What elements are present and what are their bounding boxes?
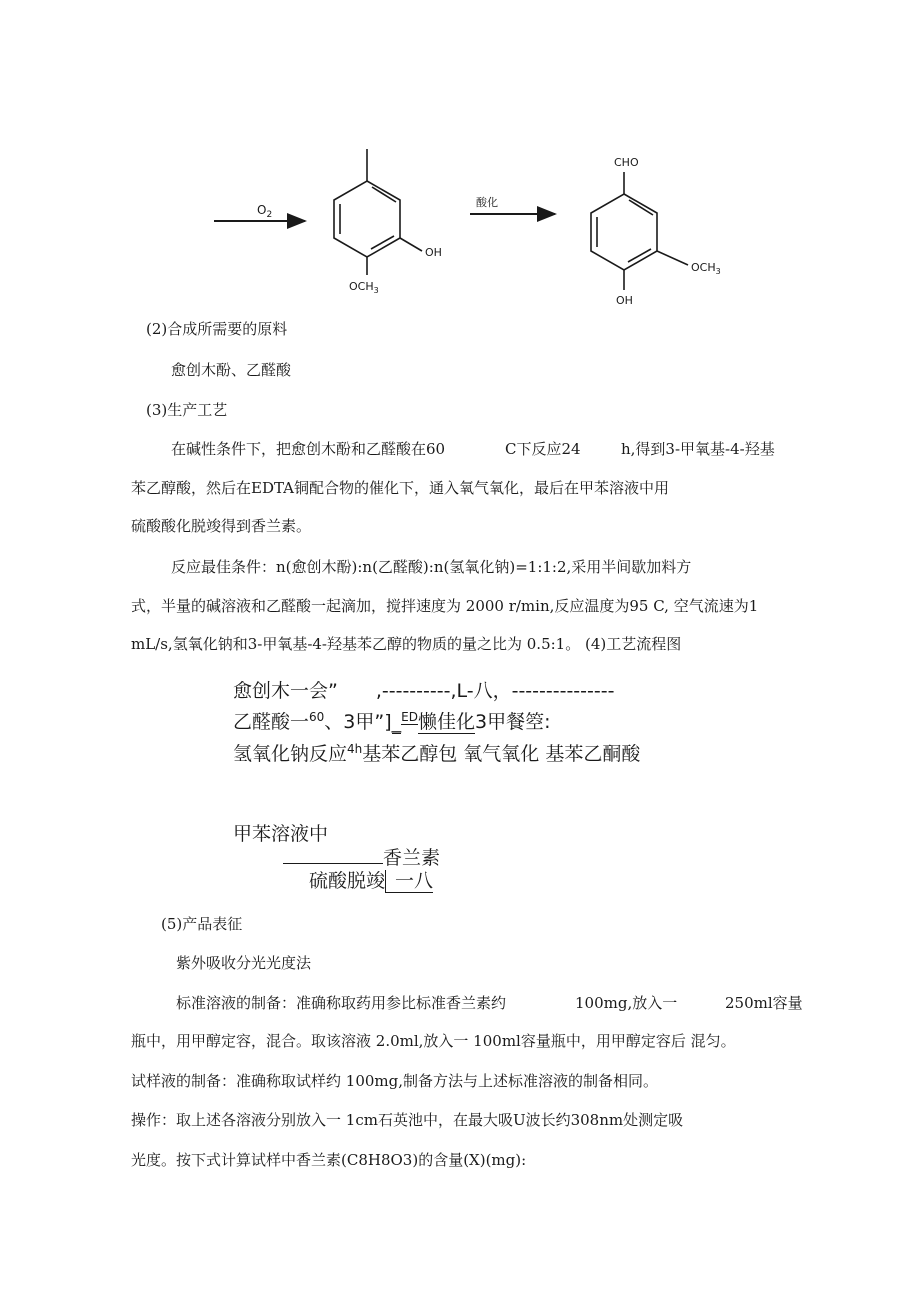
- flow-row2-e: 3甲餐箜:: [475, 711, 551, 733]
- flow-row-3: [233, 742, 640, 766]
- reagent-acidify: 酸化: [476, 196, 498, 209]
- section-3-p1-a: 在碱性条件下，把愈创木酚和乙醛酸在60: [171, 440, 446, 458]
- section-5-p1-a: 标准溶液的制备：准确称取药用参比标准香兰素约: [176, 994, 507, 1012]
- section-2-materials: 愈创木酚、乙醛酸: [171, 361, 292, 379]
- flow-row2-a: 乙醛酸一: [233, 711, 310, 733]
- flow-row2-underline: _: [391, 711, 402, 733]
- flow-row5-line: [283, 863, 383, 864]
- section-5-method: 紫外吸收分光光度法: [176, 954, 312, 972]
- section-3-p2-line3: mL/s,氢氧化钠和3-甲氧基-4-羟基苯乙醇的物质的量之比为 0.5:1。 (4)工艺流程图: [131, 635, 682, 653]
- flow-row6-b: 一八: [385, 870, 433, 893]
- flow-row6-a: 硫酸脱竣: [309, 870, 386, 892]
- section-3-p1-c: h,得到3-甲氧基-4-羟基: [621, 440, 775, 458]
- product-aldehyde: CHO: [614, 156, 639, 169]
- section-5-heading: (5)产品表征: [161, 915, 243, 933]
- flow-row2-sup1: 60: [309, 710, 325, 724]
- flow-row2-b: 、3甲”]: [324, 711, 392, 733]
- flow-row3-a: 氢氧化钠反应: [233, 743, 348, 765]
- flow-row-6: [309, 869, 433, 893]
- section-5-p1-line2: 瓶中，用甲醇定容，混合。取该溶液 2.0ml,放入一 100ml容量瓶中，用甲醇定容后 混匀。: [131, 1032, 736, 1050]
- section-5-p2: 试样液的制备：准确称取试样约 100mg,制备方法与上述标准溶液的制备相同。: [131, 1072, 658, 1090]
- flow-row-5: [283, 846, 440, 870]
- flow-row3-b: 基苯乙醇包 氧气氧化 基苯乙酮酸: [362, 743, 641, 765]
- section-5-p3-line2: 光度。按下式计算试样中香兰素(C8H8O3)的含量(X)(mg):: [131, 1151, 527, 1169]
- flow-row2-sup2: ED: [401, 710, 418, 724]
- section-3-p2-line2: 式，半量的碱溶液和乙醛酸一起滴加，搅拌速度为 2000 r/min,反应温度为95 C, 空气流速为1: [131, 597, 759, 615]
- section-2-heading: (2)合成所需要的原料: [146, 320, 288, 338]
- intermediate-methoxy: $OCH_3$: [349, 280, 379, 295]
- flow-row5-text: 香兰素: [383, 847, 441, 869]
- intermediate-molecule: [334, 149, 422, 275]
- flow-row2-d: 懒佳化: [417, 711, 475, 733]
- product-methoxy: $OCH_3$: [691, 261, 721, 276]
- section-3-p1-line3: 硫酸酸化脱竣得到香兰素。: [131, 517, 312, 535]
- section-3-p1-line2: 苯乙醇酸，然后在EDTA铜配合物的催化下，通入氧气氧化，最后在甲苯溶液中用: [131, 479, 669, 497]
- flow-row-4: 甲苯溶液中: [233, 823, 329, 845]
- intermediate-hydroxyl: OH: [425, 246, 442, 259]
- flow-row-1: 愈创木一会” ,----------,L-八，---------------: [233, 680, 615, 702]
- flow-row3-sup: 4h: [347, 742, 363, 756]
- product-hydroxyl: OH: [616, 294, 633, 307]
- section-5-p1-c: 250ml容量: [725, 994, 803, 1012]
- section-5-p3-line1: 操作：取上述各溶液分别放入一 1cm石英池中，在最大吸U波长约308nm处测定吸: [131, 1111, 684, 1129]
- reagent-oxygen: $O_2$: [257, 203, 273, 220]
- flow-row-2: [233, 710, 551, 734]
- product-molecule: [591, 172, 688, 290]
- reaction-scheme: [0, 0, 920, 320]
- section-3-p1-b: C下反应24: [505, 440, 581, 458]
- section-3-p2-line1: 反应最佳条件：n(愈创木酚):n(乙醛酸):n(氢氧化钠)=1:1:2,采用半间歇加料方: [171, 558, 692, 576]
- section-3-heading: (3)生产工艺: [146, 401, 228, 419]
- section-5-p1-b: 100mg,放入一: [575, 994, 678, 1012]
